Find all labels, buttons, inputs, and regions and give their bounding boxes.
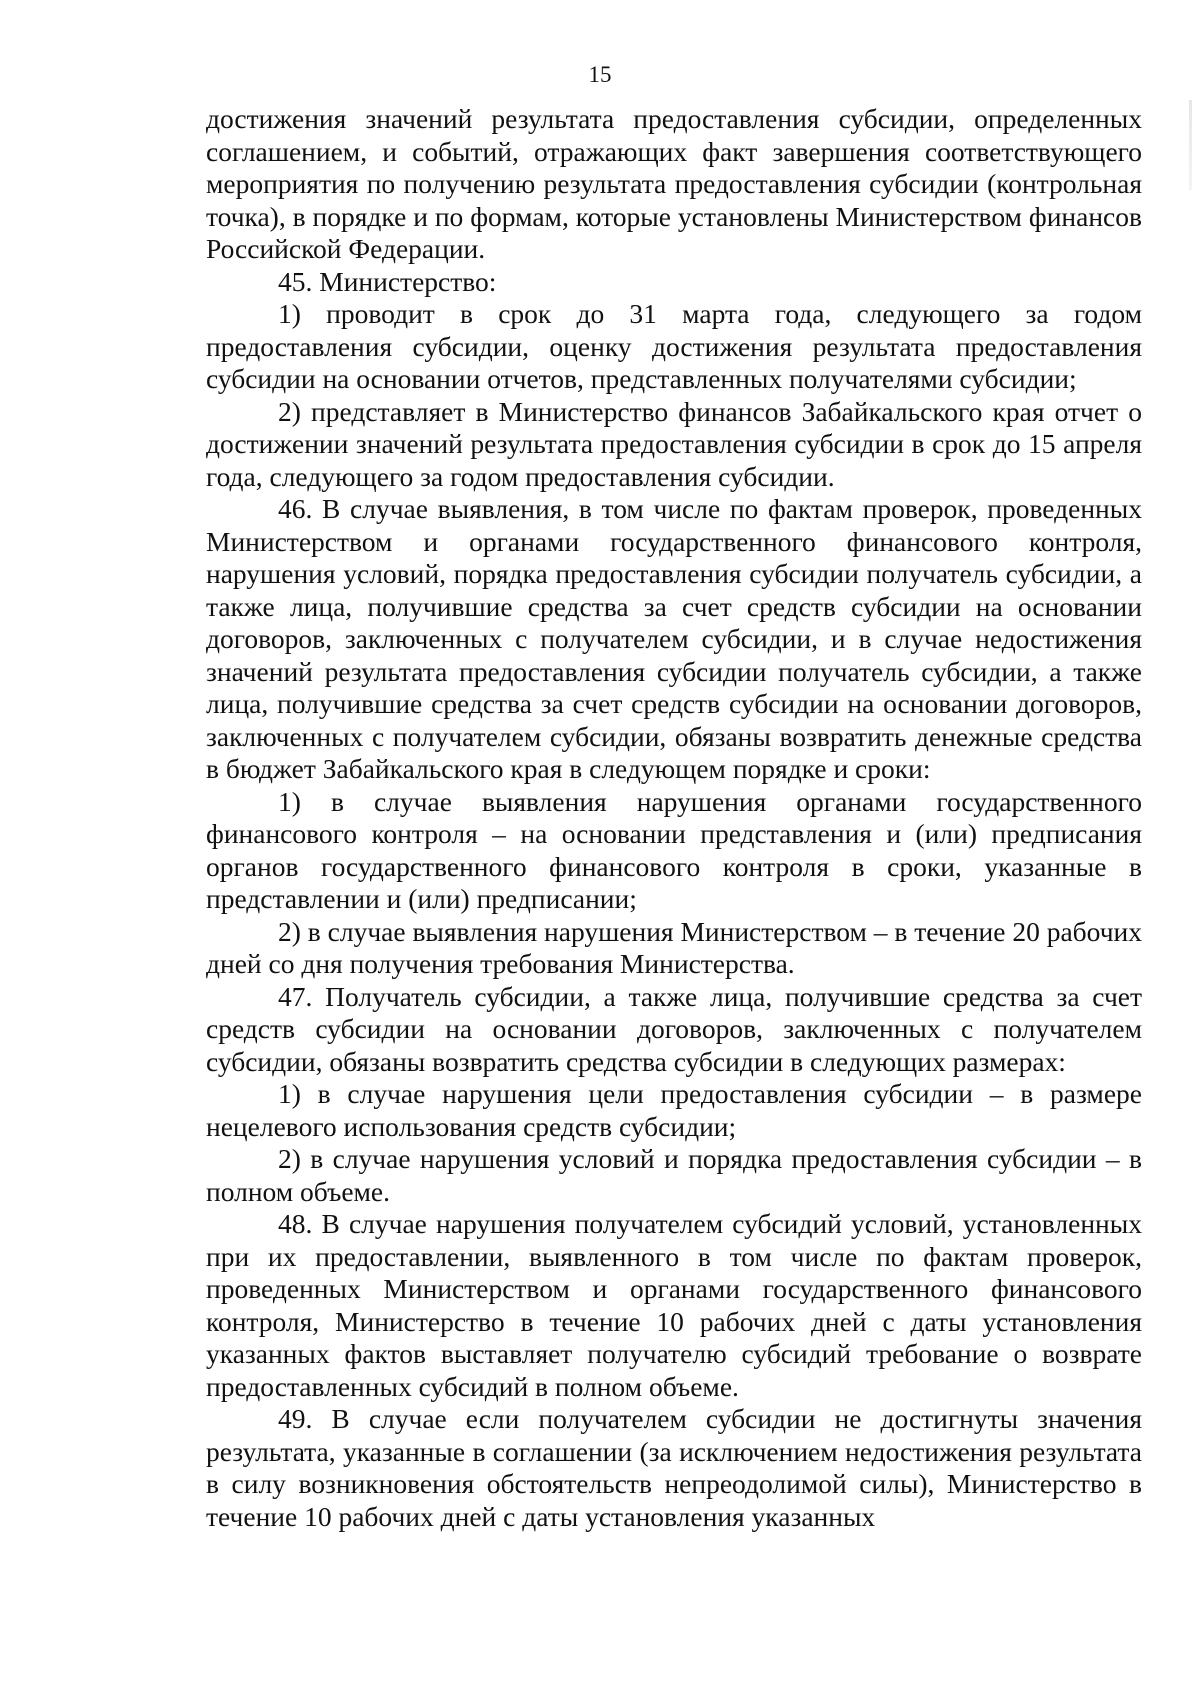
paragraph-47-item-2: 2) в случае нарушения условий и порядка предоставления субсидии – в полном объеме. — [206, 1143, 1142, 1207]
paragraph-45-item-1: 1) проводит в срок до 31 марта года, следующего за годом предоставления субсидии, оценку достижения результата предоставления субсидии на основании отчетов, представленных получателями субсидии; — [206, 298, 1142, 394]
paragraph-46-item-1: 1) в случае выявления нарушения органами государственного финансового контроля – на основании представления и (или) предписания органов государственного финансового контроля в сроки, указанные в представлении и (или) предписании; — [206, 785, 1142, 914]
paragraph-45-heading: 45. Министерство: — [278, 265, 497, 297]
paragraph-47: 47. Получатель субсидии, а также лица, получившие средства за счет средств субсидии на основании договоров, заключенных с получателем субсидии, обязаны возвратить средства субсидии в следующих размерах: — [206, 980, 1142, 1077]
paragraph-45-item-2: 2) представляет в Министерство финансов Забайкальского края отчет о достижении значений результата предоставления субсидии в срок до 15 апреля года, следующего за годом предоставления субсидии. — [206, 395, 1142, 492]
paragraph-49: 49. В случае если получателем субсидии не достигнуты значения результата, указанные в соглашении (за исключением недостижения результата в силу возникновения обстоятельств непреодолимой силы), Министерство в течение 10 рабочих дней с даты установления указанных — [206, 1403, 1142, 1532]
paragraph-48: 48. В случае нарушения получателем субсидий условий, установленных при их предоставлении, выявленного в том числе по фактам проверок, проведенных Министерством и органами государственного финансового контроля, Министерство в течение 10 рабочих дней с даты установления указанных фактов выставляет получателю субсидий требование о возврате предоставленных субсидий в полном объеме. — [206, 1208, 1142, 1402]
paragraph-46-item-2: 2) в случае выявления нарушения Министерством – в течение 20 рабочих дней со дня получения требования Министерства. — [206, 915, 1142, 979]
document-body — [206, 103, 1142, 1533]
paragraph-47-item-1: 1) в случае нарушения цели предоставления субсидии – в размере нецелевого использования средств субсидии; — [206, 1078, 1142, 1142]
page-number: 15 — [588, 62, 612, 87]
paragraph-continuation: достижения значений результата предоставления субсидии, определенных соглашением, и событий, отражающих факт завершения соответствующего мероприятия по получению результата предоставления субсидии (контрольная точка), в порядке и по формам, которые установлены Министерством финансов Российской Федерации. — [206, 103, 1142, 264]
scan-edge-mark — [1189, 100, 1192, 190]
paragraph-46: 46. В случае выявления, в том числе по фактам проверок, проведенных Министерством и органами государственного финансового контроля, нарушения условий, порядка предоставления субсидии получатель субсидии, а также лица, получившие средства за счет средств субсидии на основании договоров, заключенных с получателем субсидии, и в случае недостижения значений результата предоставления субсидии получатель субсидии, а также лица, получившие средства за счет средств субсидии на основании договоров, заключенных с получателем субсидии, обязаны возвратить денежные средства в бюджет Забайкальского края в следующем порядке и сроки: — [206, 493, 1142, 784]
